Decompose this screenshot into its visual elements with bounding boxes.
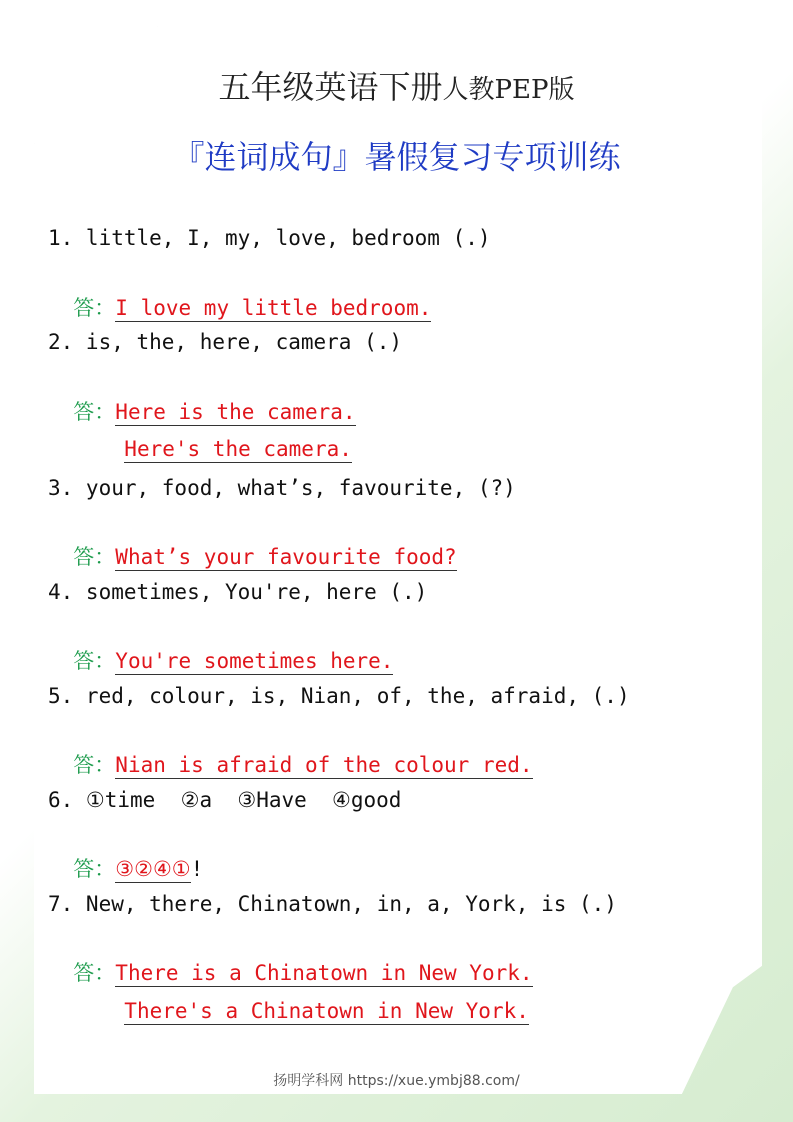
answer-7-alt-row: [99, 975, 529, 1023]
answer-label: 答：: [73, 753, 116, 777]
question-4: 4. sometimes, You're, here (.): [48, 580, 428, 604]
page-title: [0, 62, 793, 108]
page-subtitle: 『连词成句』暑假复习专项训练: [172, 138, 621, 176]
answer-4: You're sometimes here.: [115, 649, 394, 673]
answer-7: There is a Chinatown in New York.: [115, 961, 533, 985]
question-3: 3. your, food, what’s, favourite, (?): [48, 476, 516, 500]
footer-source: 扬明学科网 https://xue.ymbj88.com/: [273, 1073, 520, 1089]
title-edition: 人教PEP版: [442, 75, 575, 105]
answer-3: What’s your favourite food?: [115, 545, 457, 569]
answer-3-row: [48, 517, 457, 571]
question-5: 5. red, colour, is, Nian, of, the, afraid, (.): [48, 684, 630, 708]
answer-6: ③②④①: [115, 857, 191, 881]
question-1: 1. little, I, my, love, bedroom (.): [48, 226, 491, 250]
answer-label: 答：: [73, 961, 116, 985]
answer-5-row: [48, 725, 533, 779]
answer-7-alt: There's a Chinatown in New York.: [124, 999, 529, 1023]
answer-6-tail: !: [190, 857, 204, 881]
answer-2-alt-row: [99, 413, 352, 461]
title-main: 五年级英语下册: [218, 68, 443, 106]
question-2: 2. is, the, here, camera (.): [48, 330, 403, 354]
answer-label: 答：: [73, 545, 116, 569]
question-7: 7. New, there, Chinatown, in, a, York, is (.): [48, 892, 617, 916]
answer-2-alt: Here's the camera.: [124, 437, 352, 461]
answer-1-row: [48, 268, 431, 322]
answer-label: 答：: [73, 649, 116, 673]
answer-4-row: [48, 621, 393, 675]
answer-5: Nian is afraid of the colour red.: [115, 753, 533, 777]
answer-label: 答：: [73, 400, 116, 424]
answer-label: 答：: [73, 857, 116, 881]
answer-6-row: [48, 829, 203, 883]
answer-2: Here is the camera.: [115, 400, 356, 424]
answer-1: I love my little bedroom.: [115, 296, 432, 320]
answer-label: 答：: [73, 296, 116, 320]
question-6: 6. ①time ②a ③Have ④good: [48, 788, 402, 812]
